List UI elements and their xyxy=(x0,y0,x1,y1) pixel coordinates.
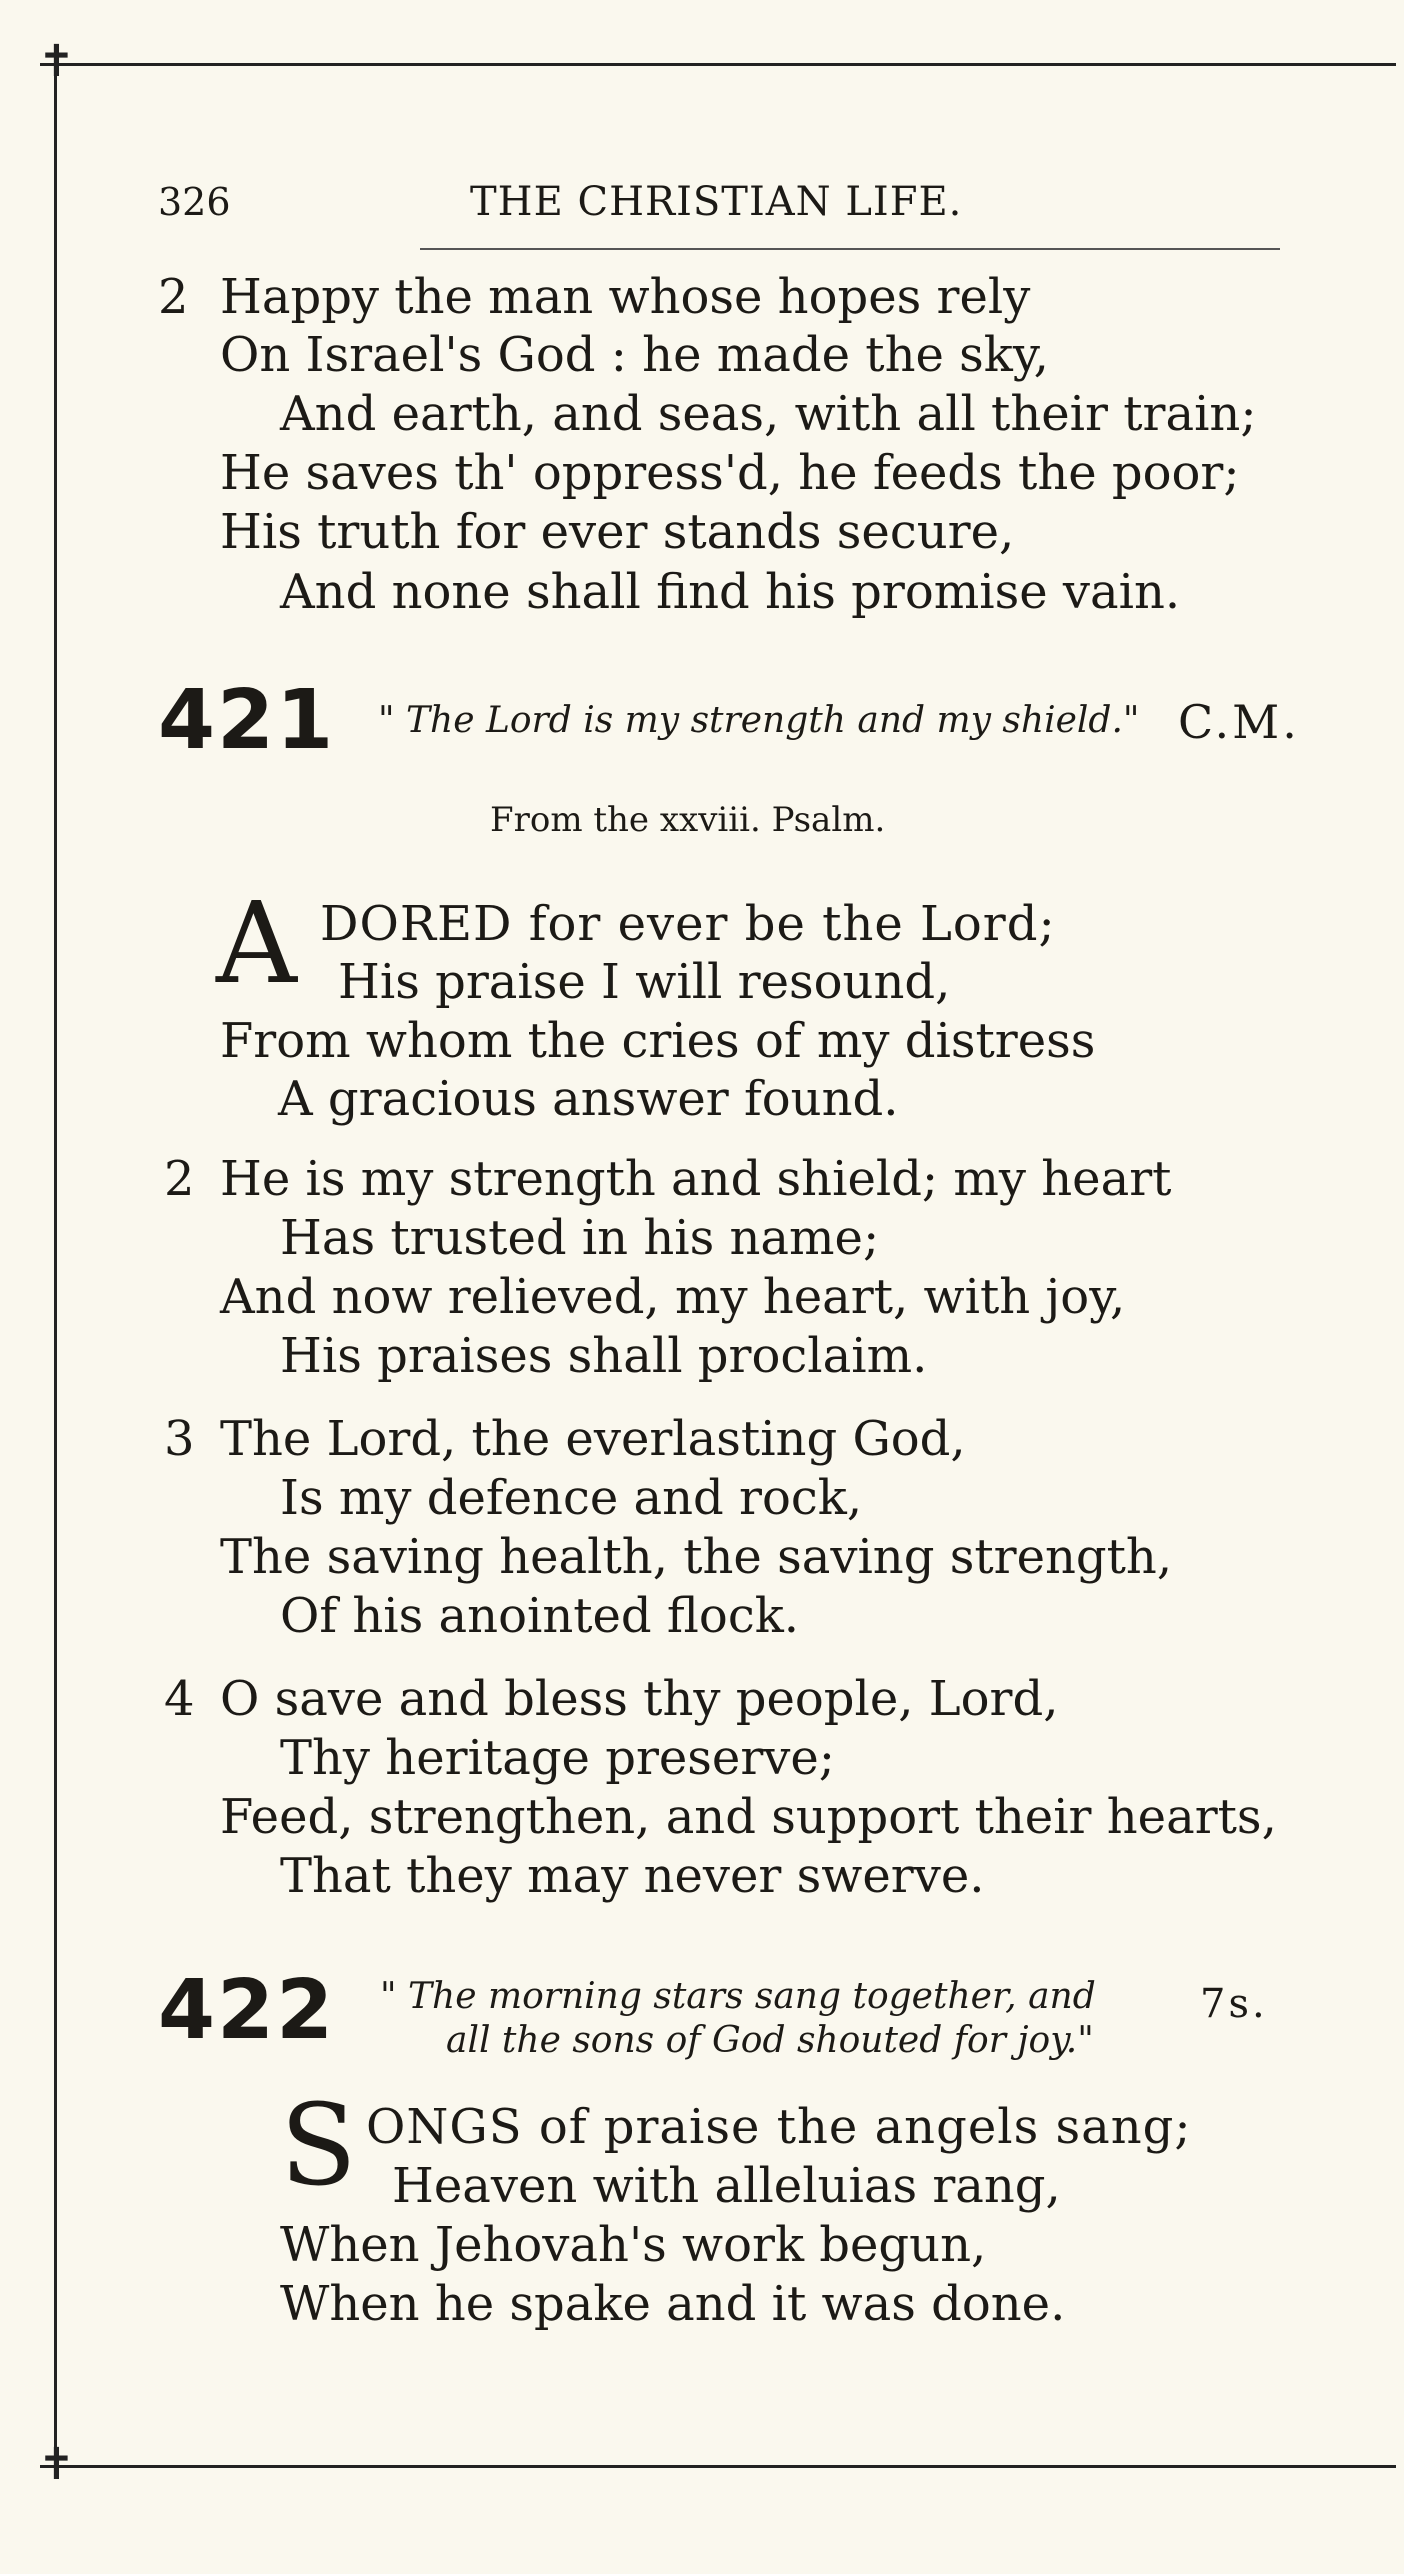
page-number: 326 xyxy=(158,180,231,224)
hymn-line: That they may never swerve. xyxy=(280,1848,985,1904)
hymn-line: Has trusted in his name; xyxy=(280,1210,880,1266)
corner-ornament-icon: ✝ xyxy=(38,36,75,87)
hymn-line: A gracious answer found. xyxy=(278,1071,899,1127)
hymn-line: His praises shall proclaim. xyxy=(280,1328,928,1384)
hymn-line: His praise I will resound, xyxy=(338,954,951,1010)
hymn-line: And earth, and seas, with all their train; xyxy=(280,386,1257,442)
verse-number: 3 xyxy=(164,1411,195,1467)
header-divider xyxy=(420,248,1280,250)
hymn-meter: 7s. xyxy=(1200,1981,1268,2027)
verse-number: 4 xyxy=(164,1671,195,1727)
hymn-number: 422 xyxy=(158,1963,336,2058)
hymn-line: From whom the cries of my distress xyxy=(220,1013,1096,1069)
top-border-rule xyxy=(40,63,1396,66)
hymn-line: Is my defence and rock, xyxy=(280,1470,863,1526)
hymn-source: From the xxviii. Psalm. xyxy=(490,800,886,840)
hymn-epigraph: " The Lord is my strength and my shield." xyxy=(378,700,1140,741)
running-title: THE CHRISTIAN LIFE. xyxy=(470,179,963,225)
bottom-border-rule xyxy=(40,2465,1396,2468)
hymn-line: Of his anointed flock. xyxy=(280,1588,800,1644)
hymn-line: DORED for ever be the Lord; xyxy=(320,896,1056,952)
hymn-line: He saves th' oppress'd, he feeds the poor; xyxy=(220,445,1240,501)
hymn-line: Happy the man whose hopes rely xyxy=(220,269,1031,325)
hymn-line: He is my strength and shield; my heart xyxy=(220,1151,1172,1207)
hymn-line: The saving health, the saving strength, xyxy=(220,1529,1173,1585)
verse-number: 2 xyxy=(158,269,189,325)
hymn-line: And now relieved, my heart, with joy, xyxy=(220,1269,1126,1325)
left-border-rule xyxy=(54,50,57,2478)
hymn-number: 421 xyxy=(158,673,336,768)
hymn-line: Feed, strengthen, and support their hearts, xyxy=(220,1789,1277,1845)
hymn-line: When he spake and it was done. xyxy=(280,2276,1066,2332)
hymn-line: ONGS of praise the angels sang; xyxy=(366,2099,1192,2155)
corner-ornament-icon: ✝ xyxy=(38,2439,75,2490)
hymn-line: When Jehovah's work begun, xyxy=(280,2217,987,2273)
hymn-line: His truth for ever stands secure, xyxy=(220,504,1015,560)
hymn-line: And none shall find his promise vain. xyxy=(280,564,1181,620)
hymn-epigraph: all the sons of God shouted for joy." xyxy=(446,2020,1094,2061)
hymn-line: Thy heritage preserve; xyxy=(280,1730,835,1786)
hymn-line: On Israel's God : he made the sky, xyxy=(220,327,1049,383)
hymn-line: O save and bless thy people, Lord, xyxy=(220,1671,1059,1727)
drop-cap: S xyxy=(280,2081,357,2211)
verse-number: 2 xyxy=(164,1151,195,1207)
hymn-epigraph: " The morning stars sang together, and xyxy=(380,1976,1096,2017)
hymn-meter: C.M. xyxy=(1178,695,1300,749)
drop-cap: A xyxy=(216,879,297,1009)
hymn-line: The Lord, the everlasting God, xyxy=(220,1411,966,1467)
hymn-line: Heaven with alleluias rang, xyxy=(392,2158,1061,2214)
